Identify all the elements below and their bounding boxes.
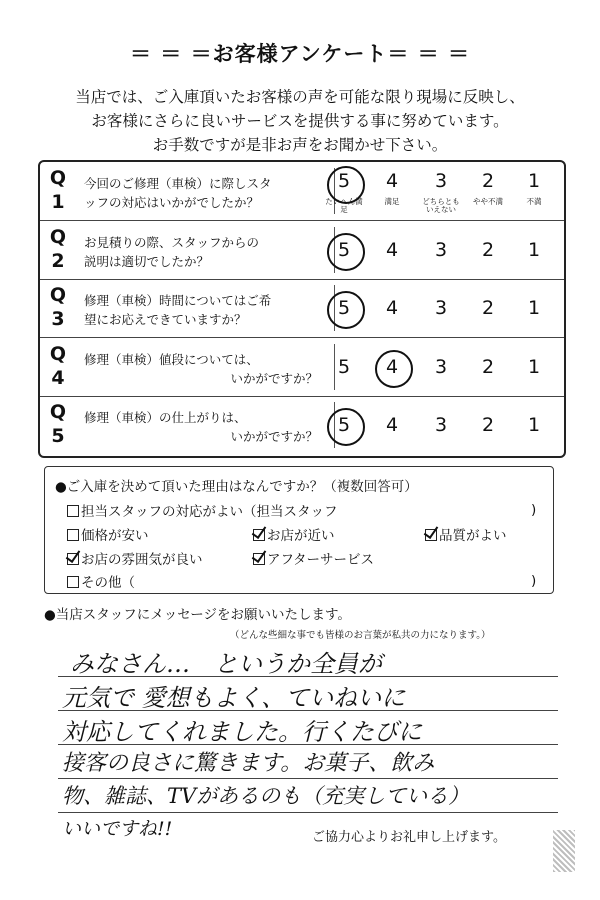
handwritten-line: みなさん… というか全員が [70, 650, 382, 678]
score-option-4[interactable]: 4 [385, 414, 399, 436]
reason-atmosphere[interactable] [67, 548, 203, 568]
selected-circle-mark [327, 233, 365, 271]
reason-near[interactable] [253, 524, 335, 544]
score-option-3[interactable]: 3 [434, 355, 448, 378]
selected-circle-mark [327, 291, 365, 329]
score-option-3[interactable]: 3 [434, 170, 448, 192]
score-label: やや不満 [473, 197, 503, 206]
reason-quality[interactable] [425, 524, 507, 544]
selected-circle-mark [327, 166, 365, 204]
score-option-1[interactable]: 1 [527, 414, 541, 436]
question-text [84, 233, 324, 271]
checkbox-icon[interactable] [425, 529, 437, 541]
page-title: ＝ ＝ ＝お客様アンケート＝ ＝ ＝ [130, 42, 470, 66]
message-heading: ●当店スタッフにメッセージをお願いいたします。 [44, 607, 351, 623]
score-option-5[interactable]: 5 [337, 414, 351, 436]
reason-label: お店の雰囲気が良い [81, 552, 203, 568]
writing-line [58, 778, 558, 779]
message-subnote: （どんな些細な事でも皆様のお言葉が私共の力になります。） [230, 630, 491, 641]
reason-other[interactable] [67, 571, 135, 591]
score-option-1[interactable]: 1 [527, 297, 541, 319]
checkbox-icon[interactable] [67, 505, 79, 517]
score-option-2[interactable]: 2 [481, 355, 495, 378]
score-option-2[interactable]: 2 [481, 170, 495, 192]
handwritten-line: 物、雑誌、TVがあるのも（充実している） [62, 784, 470, 808]
question-row [40, 162, 564, 221]
question-number: Q 3 [49, 284, 67, 330]
reason-price[interactable] [67, 524, 149, 544]
score-label: たいへん満足 [325, 197, 363, 214]
question-line: 修理（車検）時間についてはご希 [84, 293, 272, 308]
reason-staff[interactable] [67, 500, 338, 520]
question-line: いかがですか？ [230, 370, 318, 386]
score-option-2[interactable]: 2 [481, 238, 495, 261]
paren-close: ) [531, 502, 537, 518]
question-row [40, 338, 564, 397]
question-row [40, 221, 564, 280]
reason-label: その他（ [81, 575, 135, 591]
question-text [84, 291, 324, 329]
score-option-4[interactable]: 4 [385, 355, 399, 378]
question-text [84, 350, 324, 388]
intro-line: 当店では、ご入庫頂いたお客様の声を可能な限り現場に反映し、 [75, 88, 525, 106]
question-table [38, 160, 566, 458]
question-line: 今回のご修理（車検）に際しスタ [84, 176, 272, 191]
score-option-2[interactable]: 2 [481, 414, 495, 436]
score-option-4[interactable]: 4 [385, 238, 399, 261]
checkbox-icon[interactable] [67, 553, 79, 565]
intro-line: お手数ですが是非お声をお聞かせ下さい。 [152, 136, 448, 154]
score-option-1[interactable]: 1 [527, 238, 541, 261]
handwritten-line: いいですね!! [62, 818, 173, 840]
question-line: お見積りの際、スタッフからの [84, 234, 260, 250]
checkbox-icon[interactable] [67, 529, 79, 541]
score-option-5[interactable]: 5 [337, 238, 351, 261]
reason-after-service[interactable] [253, 548, 374, 568]
question-line: 修理（車検）値段については、 [84, 351, 259, 367]
selected-circle-mark [375, 350, 413, 388]
selected-circle-mark [327, 408, 365, 446]
question-text [84, 408, 324, 446]
question-number: Q 1 [49, 167, 67, 213]
question-number: Q 2 [49, 225, 67, 272]
handwritten-line: 接客の良さに驚きます。お菓子、飲み [62, 751, 435, 776]
question-number: Q 4 [49, 342, 67, 389]
score-option-3[interactable]: 3 [434, 414, 448, 436]
question-text [84, 174, 324, 212]
handwritten-line: 元気で 愛想もよく、ていねいに [62, 684, 406, 712]
score-option-3[interactable]: 3 [434, 238, 448, 261]
closing-text: ご協力心よりお礼申し上げます。 [312, 830, 506, 845]
question-number: Q 5 [49, 401, 67, 447]
score-option-5[interactable]: 5 [337, 170, 351, 192]
paren-close: ) [531, 573, 537, 589]
score-label: 満足 [384, 197, 400, 206]
question-row [40, 279, 564, 338]
stamp-mark [553, 830, 575, 872]
question-line: 望にお応えできていますか？ [84, 312, 247, 327]
score-label: 不満 [526, 197, 542, 206]
score-label: どちらともいえない [422, 197, 460, 214]
question-line: ッフの対応はいかがでしたか？ [84, 195, 260, 210]
question-line: いかがですか？ [230, 429, 318, 444]
checkbox-icon[interactable] [67, 576, 79, 588]
intro-line: お客様にさらに良いサービスを提供する事に努めています。 [91, 112, 509, 130]
reasons-heading: ●ご入庫を決めて頂いた理由はなんですか？（複数回答可） [55, 479, 418, 495]
handwritten-line: 対応してくれました。行くたびに [62, 718, 422, 746]
writing-line [58, 812, 558, 813]
reason-label: お店が近い [267, 528, 335, 544]
score-option-1[interactable]: 1 [527, 170, 541, 192]
reason-label: 品質がよい [439, 528, 507, 544]
score-option-5[interactable]: 5 [337, 355, 351, 378]
score-option-4[interactable]: 4 [385, 297, 399, 319]
question-row [40, 396, 564, 454]
checkbox-icon[interactable] [253, 529, 265, 541]
score-option-5[interactable]: 5 [337, 297, 351, 319]
intro-text [20, 85, 580, 157]
score-option-3[interactable]: 3 [434, 297, 448, 319]
score-option-2[interactable]: 2 [481, 297, 495, 319]
score-option-1[interactable]: 1 [527, 355, 541, 378]
reason-label: 担当スタッフの対応がよい（担当スタッフ [81, 504, 338, 520]
reasons-box [44, 466, 554, 594]
score-option-4[interactable]: 4 [385, 170, 399, 192]
question-line: 修理（車検）の仕上がりは、 [84, 410, 247, 425]
checkbox-icon[interactable] [253, 553, 265, 565]
question-line: 説明は適切でしたか？ [84, 253, 210, 269]
reason-label: 価格が安い [81, 528, 149, 544]
reason-label: アフターサービス [267, 552, 375, 568]
